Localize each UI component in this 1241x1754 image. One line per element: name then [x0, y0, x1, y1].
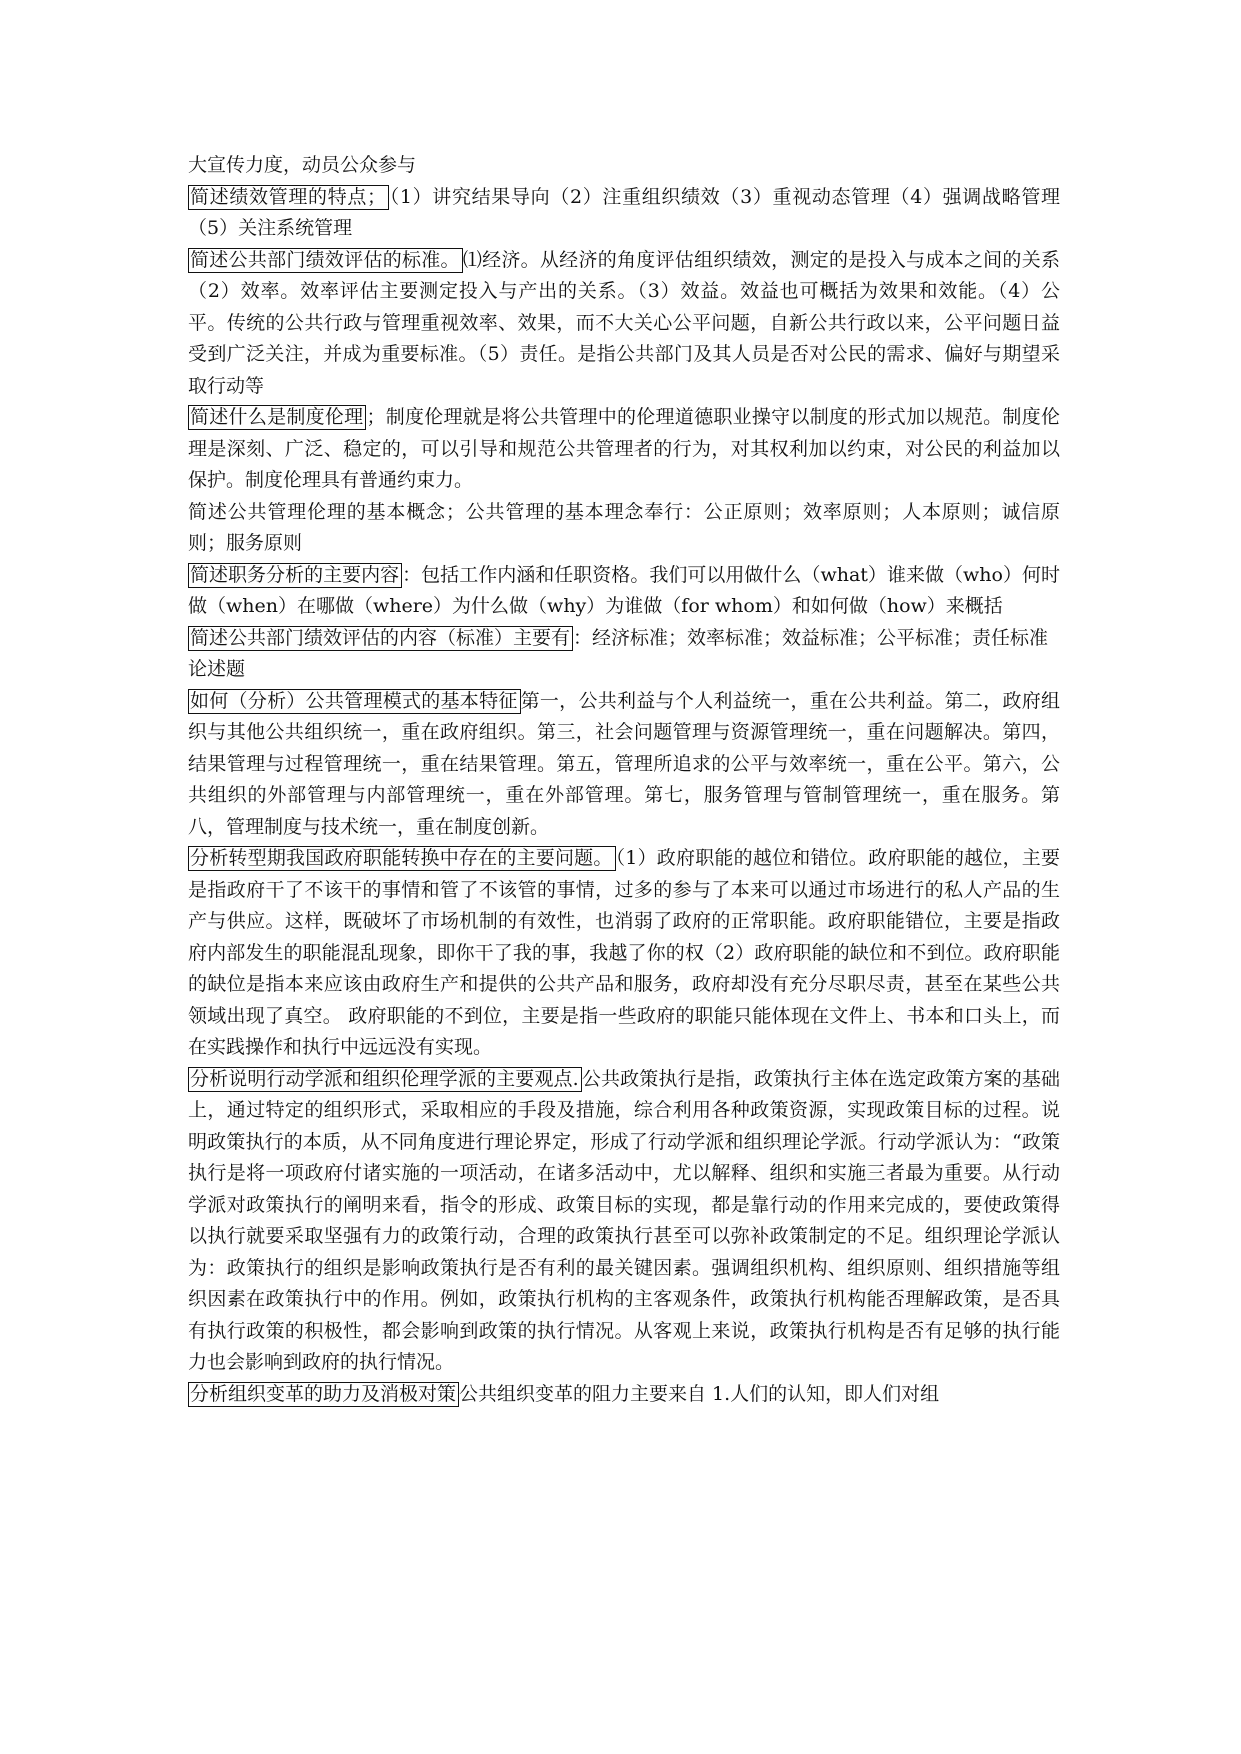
question-heading: 简述公共部门绩效评估的标准。 — [188, 248, 463, 273]
document-body — [188, 150, 1060, 1410]
question-heading: 简述什么是制度伦理 — [188, 405, 366, 430]
section-title-essay — [188, 654, 1060, 686]
section-title: 论述题 — [188, 658, 246, 680]
answer-text: （1）讲究结果导向（2）注重组织绩效（3）重视动态管理（4）强调战略管理（5）关注系统管理 — [188, 185, 1060, 239]
question-heading: 简述职务分析的主要内容 — [188, 563, 402, 588]
paragraph-text: 简述公共管理伦理的基本概念；公共管理的基本理念奉行：公正原则；效率原则；人本原则；诚信原则；服务原则 — [188, 500, 1060, 554]
answer-text: ；制度伦理就是将公共管理中的伦理道德职业操守以制度的形式加以规范。制度伦理是深刻、广泛、稳定的，可以引导和规范公共管理者的行为，对其权利加以约束，对公民的利益加以保护。制度伦理具有普通约束力。 — [188, 406, 1060, 491]
answer-text: （1）政府职能的越位和错位。政府职能的越位，主要是指政府干了不该干的事情和管了不该管的事情，过多的参与了本来可以通过市场进行的私人产品的生产与供应。这样，既破坏了市场机制的有效性，也消弱了政府的正常职能。政府职能错位，主要是指政府内部发生的职能混乱现象，即你干了我的事，我越了你的权（2）政府职能的缺位和不到位。政府职能的缺位是指本来应该由政府生产和提供的公共产品和服务，政府却没有充分尽职尽责，甚至在某些公共领域出现了真空。 政府职能的不到位，主要是指一些政府的职能只能体现在文件上、书本和口头上，而在实践操作和执行中远远没有实现。 — [188, 847, 1060, 1058]
question-heading: 分析说明行动学派和组织伦理学派的主要观点. — [188, 1067, 582, 1092]
answer-text: ：经济标准；效率标准；效益标准；公平标准；责任标准 — [573, 626, 1049, 649]
paragraph-management-ethics — [188, 497, 1060, 560]
paragraph-evaluation-content — [188, 623, 1060, 655]
question-heading: 简述公共部门绩效评估的内容（标准）主要有 — [188, 626, 573, 651]
answer-text: 公共政策执行是指，政策执行主体在选定政策方案的基础上，通过特定的组织形式，采取相应的手段及措施，综合利用各种政策资源，实现政策目标的过程。说明政策执行的本质，从不同角度进行理论界定，形成了行动学派和组织理论学派。行动学派认为：“政策执行是将一项政府付诸实施的一项活动，在诸多活动中，尤以解释、组织和实施三者最为重要。从行动学派对政策执行的阐明来看，指令的形成、政策目标的实现，都是靠行动的作用来完成的，要使政策得以执行就要采取坚强有力的政策行动，合理的政策执行甚至可以弥补政策制定的不足。组织理论学派认为：政策执行的组织是影响政策执行是否有利的最关键因素。强调组织机构、组织原则、组织措施等组织因素在政策执行中的作用。例如，政策执行机构的主客观条件，政策执行机构能否理解政策，是否具有执行政策的积极性，都会影响到政策的执行情况。从客观上来说，政策执行机构是否有足够的执行能力也会影响到政府的执行情况。 — [188, 1067, 1060, 1373]
answer-text: 第一，公共利益与个人利益统一，重在公共利益。第二，政府组织与其他公共组织统一，重在政府组织。第三，社会问题管理与资源管理统一，重在问题解决。第四，结果管理与过程管理统一，重在结果管理。第五，管理所追求的公平与效率统一，重在公平。第六，公共组织的外部管理与内部管理统一，重在外部管理。第七，服务管理与管制管理统一，重在服务。第八，管理制度与技术统一，重在制度创新。 — [188, 689, 1060, 838]
answer-text: ⑴经济。从经济的角度评估组织绩效，测定的是投入与成本之间的关系（2）效率。效率评估主要测定投入与产出的关系。（3）效益。效益也可概括为效果和效能。（4）公平。传统的公共行政与管理重视效率、效果，而不大关心公平问题，自新公共行政以来，公平问题日益受到广泛关注，并成为重要标准。（5）责任。是指公共部门及其人员是否对公民的需求、偏好与期望采取行动等 — [188, 248, 1060, 397]
paragraph-government-functions — [188, 843, 1060, 1064]
paragraph-performance-management — [188, 182, 1060, 245]
question-heading: 分析组织变革的助力及消极对策 — [188, 1382, 459, 1407]
question-heading: 简述绩效管理的特点； — [188, 185, 389, 210]
paragraph-intro-tail — [188, 150, 1060, 182]
paragraph-management-model — [188, 686, 1060, 844]
question-heading: 分析转型期我国政府职能转换中存在的主要问题。 — [188, 846, 616, 871]
question-heading: 如何（分析）公共管理模式的基本特征 — [188, 689, 521, 714]
paragraph-policy-schools — [188, 1064, 1060, 1379]
paragraph-institutional-ethics — [188, 402, 1060, 497]
paragraph-text: 大宣传力度，动员公众参与 — [188, 154, 417, 176]
answer-text: ：包括工作内涵和任职资格。我们可以用做什么（what）谁来做（who）何时做（when）在哪做（where）为什么做（why）为谁做（for whom）和如何做（how）来概括 — [188, 563, 1060, 617]
paragraph-evaluation-standards — [188, 245, 1060, 403]
answer-text: 公共组织变革的阻力主要来自 1.人们的认知，即人们对组 — [459, 1382, 940, 1405]
paragraph-organizational-change — [188, 1379, 1060, 1411]
paragraph-job-analysis — [188, 560, 1060, 623]
